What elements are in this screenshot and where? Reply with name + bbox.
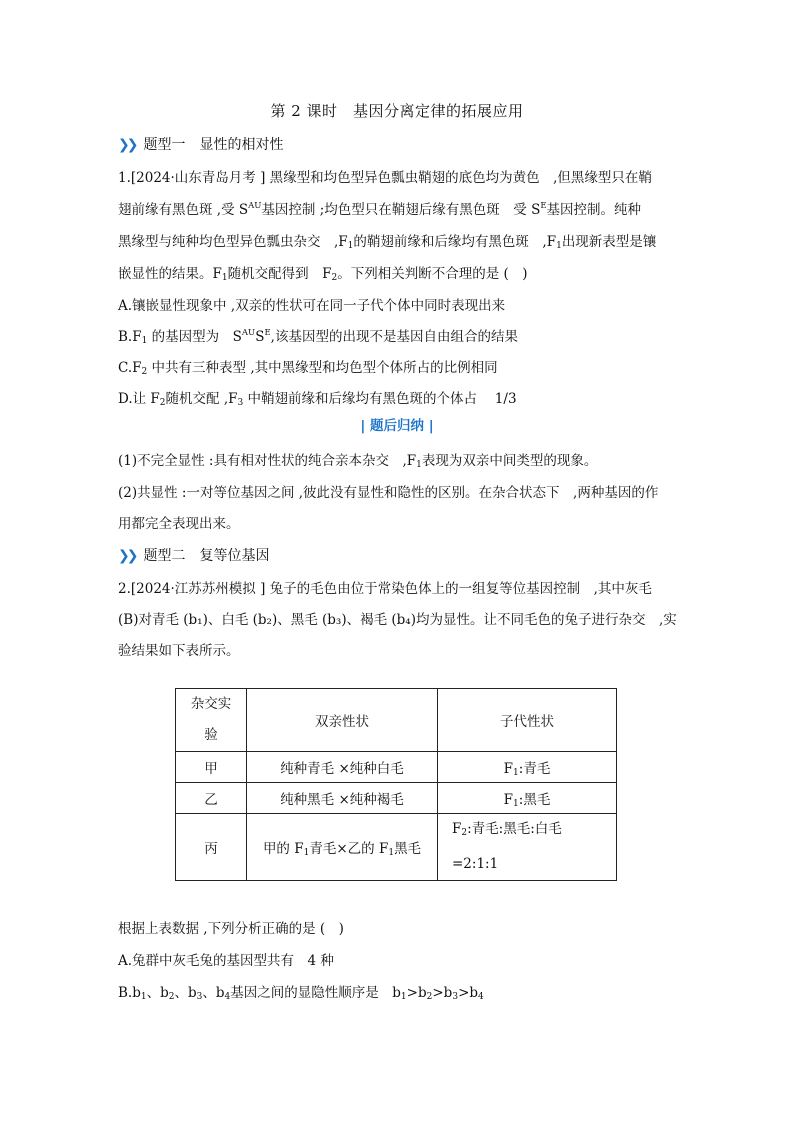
- question-1-line-4: 嵌显性的结果。$F_1$随机交配得到 $F_2$。下列相关判断不合理的是 ( ): [118, 266, 528, 283]
- option-1-b: $B.F_1$ 的基因型为 $S^{AU}S^E$,该基因型的出现不是基因自由组合的结果: [118, 328, 518, 346]
- summary-point-2-line-2: 用都完全表现出来。: [118, 516, 240, 532]
- summary-title: | 题后归纳 |: [360, 418, 434, 434]
- question-1-line-1: 1.[2024·山东青岛月考 ] 黑缘型和均色型异色瓢虫鞘翅的底色均为黄色 ,但黑缘型只在鞘: [118, 170, 652, 186]
- table-cell: 纯种青毛 ×纯种白毛: [247, 752, 438, 783]
- table-cell: $F_2$:青毛:黑毛:白毛 =2:1:1: [438, 814, 617, 881]
- question-2-line-2: (B)对青毛 (b₁)、白毛 (b₂)、黑毛 (b₃)、褐毛 (b₄)均为显性。让不同毛色的兔子进行杂交 ,实: [118, 612, 677, 628]
- section-name: 复等位基因: [199, 548, 270, 564]
- table-cell: 丙: [176, 814, 247, 881]
- option-2-b: $B.b_1$、$b_2$、$b_3$、$b_4$基因之间的显隐性顺序是 $b_1>b_2>b_3>b_4$: [118, 985, 484, 1002]
- option-2-a: A.兔群中灰毛兔的基因型共有 4 种: [118, 953, 334, 969]
- section-name: 显性的相对性: [199, 137, 284, 153]
- table-row: [176, 814, 617, 881]
- table-row: [176, 783, 617, 814]
- cross-table: [175, 688, 617, 881]
- table-header-row: [176, 689, 617, 752]
- table-cell: 乙: [176, 783, 247, 814]
- summary-point-2-line-1: (2)共显性 :一对等位基因之间 ,彼此没有显性和隐性的区别。在杂合状态下 ,两种基因的作: [118, 485, 659, 501]
- double-chevron-icon: ❯❯: [118, 548, 136, 564]
- option-1-c: $C.F_2$ 中共有三种表型 ,其中黑缘型和均色型个体所占的比例相同: [118, 360, 498, 377]
- table-header-cell: 杂交实 验: [176, 689, 247, 752]
- section-heading-2: [118, 545, 269, 565]
- question-1-line-3: 黑缘型与纯种均色型异色瓢虫杂交 $,F_1$的鞘翅前缘和后缘均有黑色斑 $,F_1$出现新表型是镶: [118, 234, 657, 251]
- page-title: 第 2 课时 基因分离定律的拓展应用: [270, 102, 524, 120]
- section-label: 题型二: [143, 548, 186, 564]
- double-chevron-icon: ❯❯: [118, 137, 136, 153]
- question-1-line-2: 翅前缘有黑色斑 ,受 $S^{AU}$基因控制 ;均色型只在鞘翅后缘有黑色斑 受 $S^E$基因控制。纯种: [118, 201, 642, 218]
- option-1-a: A.镶嵌显性现象中 ,双亲的性状可在同一子代个体中同时表现出来: [118, 298, 506, 314]
- section-label: 题型一: [143, 137, 186, 153]
- table-cell: $F_1$:黑毛: [438, 783, 617, 814]
- table-cell: 甲的 $F_1$青毛×乙的 $F_1$黑毛: [247, 814, 438, 881]
- table-cell: 甲: [176, 752, 247, 783]
- section-heading-1: [118, 134, 283, 154]
- table-row: [176, 752, 617, 783]
- table-cell: 纯种黑毛 ×纯种褐毛: [247, 783, 438, 814]
- option-1-d: D.让 $F_2$随机交配 $,F_3$ 中鞘翅前缘和后缘均有黑色斑的个体占 1/3: [118, 391, 517, 408]
- question-2-line-1: 2.[2024·江苏苏州模拟 ] 兔子的毛色由位于常染色体上的一组复等位基因控制 ,其中灰毛: [118, 581, 652, 597]
- question-2-line-3: 验结果如下表所示。: [118, 643, 240, 659]
- question-2-prompt: 根据上表数据 ,下列分析正确的是 ( ): [118, 921, 344, 937]
- table-header-cell: 子代性状: [438, 689, 617, 752]
- table-header-cell: 双亲性状: [247, 689, 438, 752]
- table-cell: $F_1$:青毛: [438, 752, 617, 783]
- summary-point-1: (1)不完全显性 :具有相对性状的纯合亲本杂交 $,F_1$表现为双亲中间类型的现象。: [118, 453, 598, 470]
